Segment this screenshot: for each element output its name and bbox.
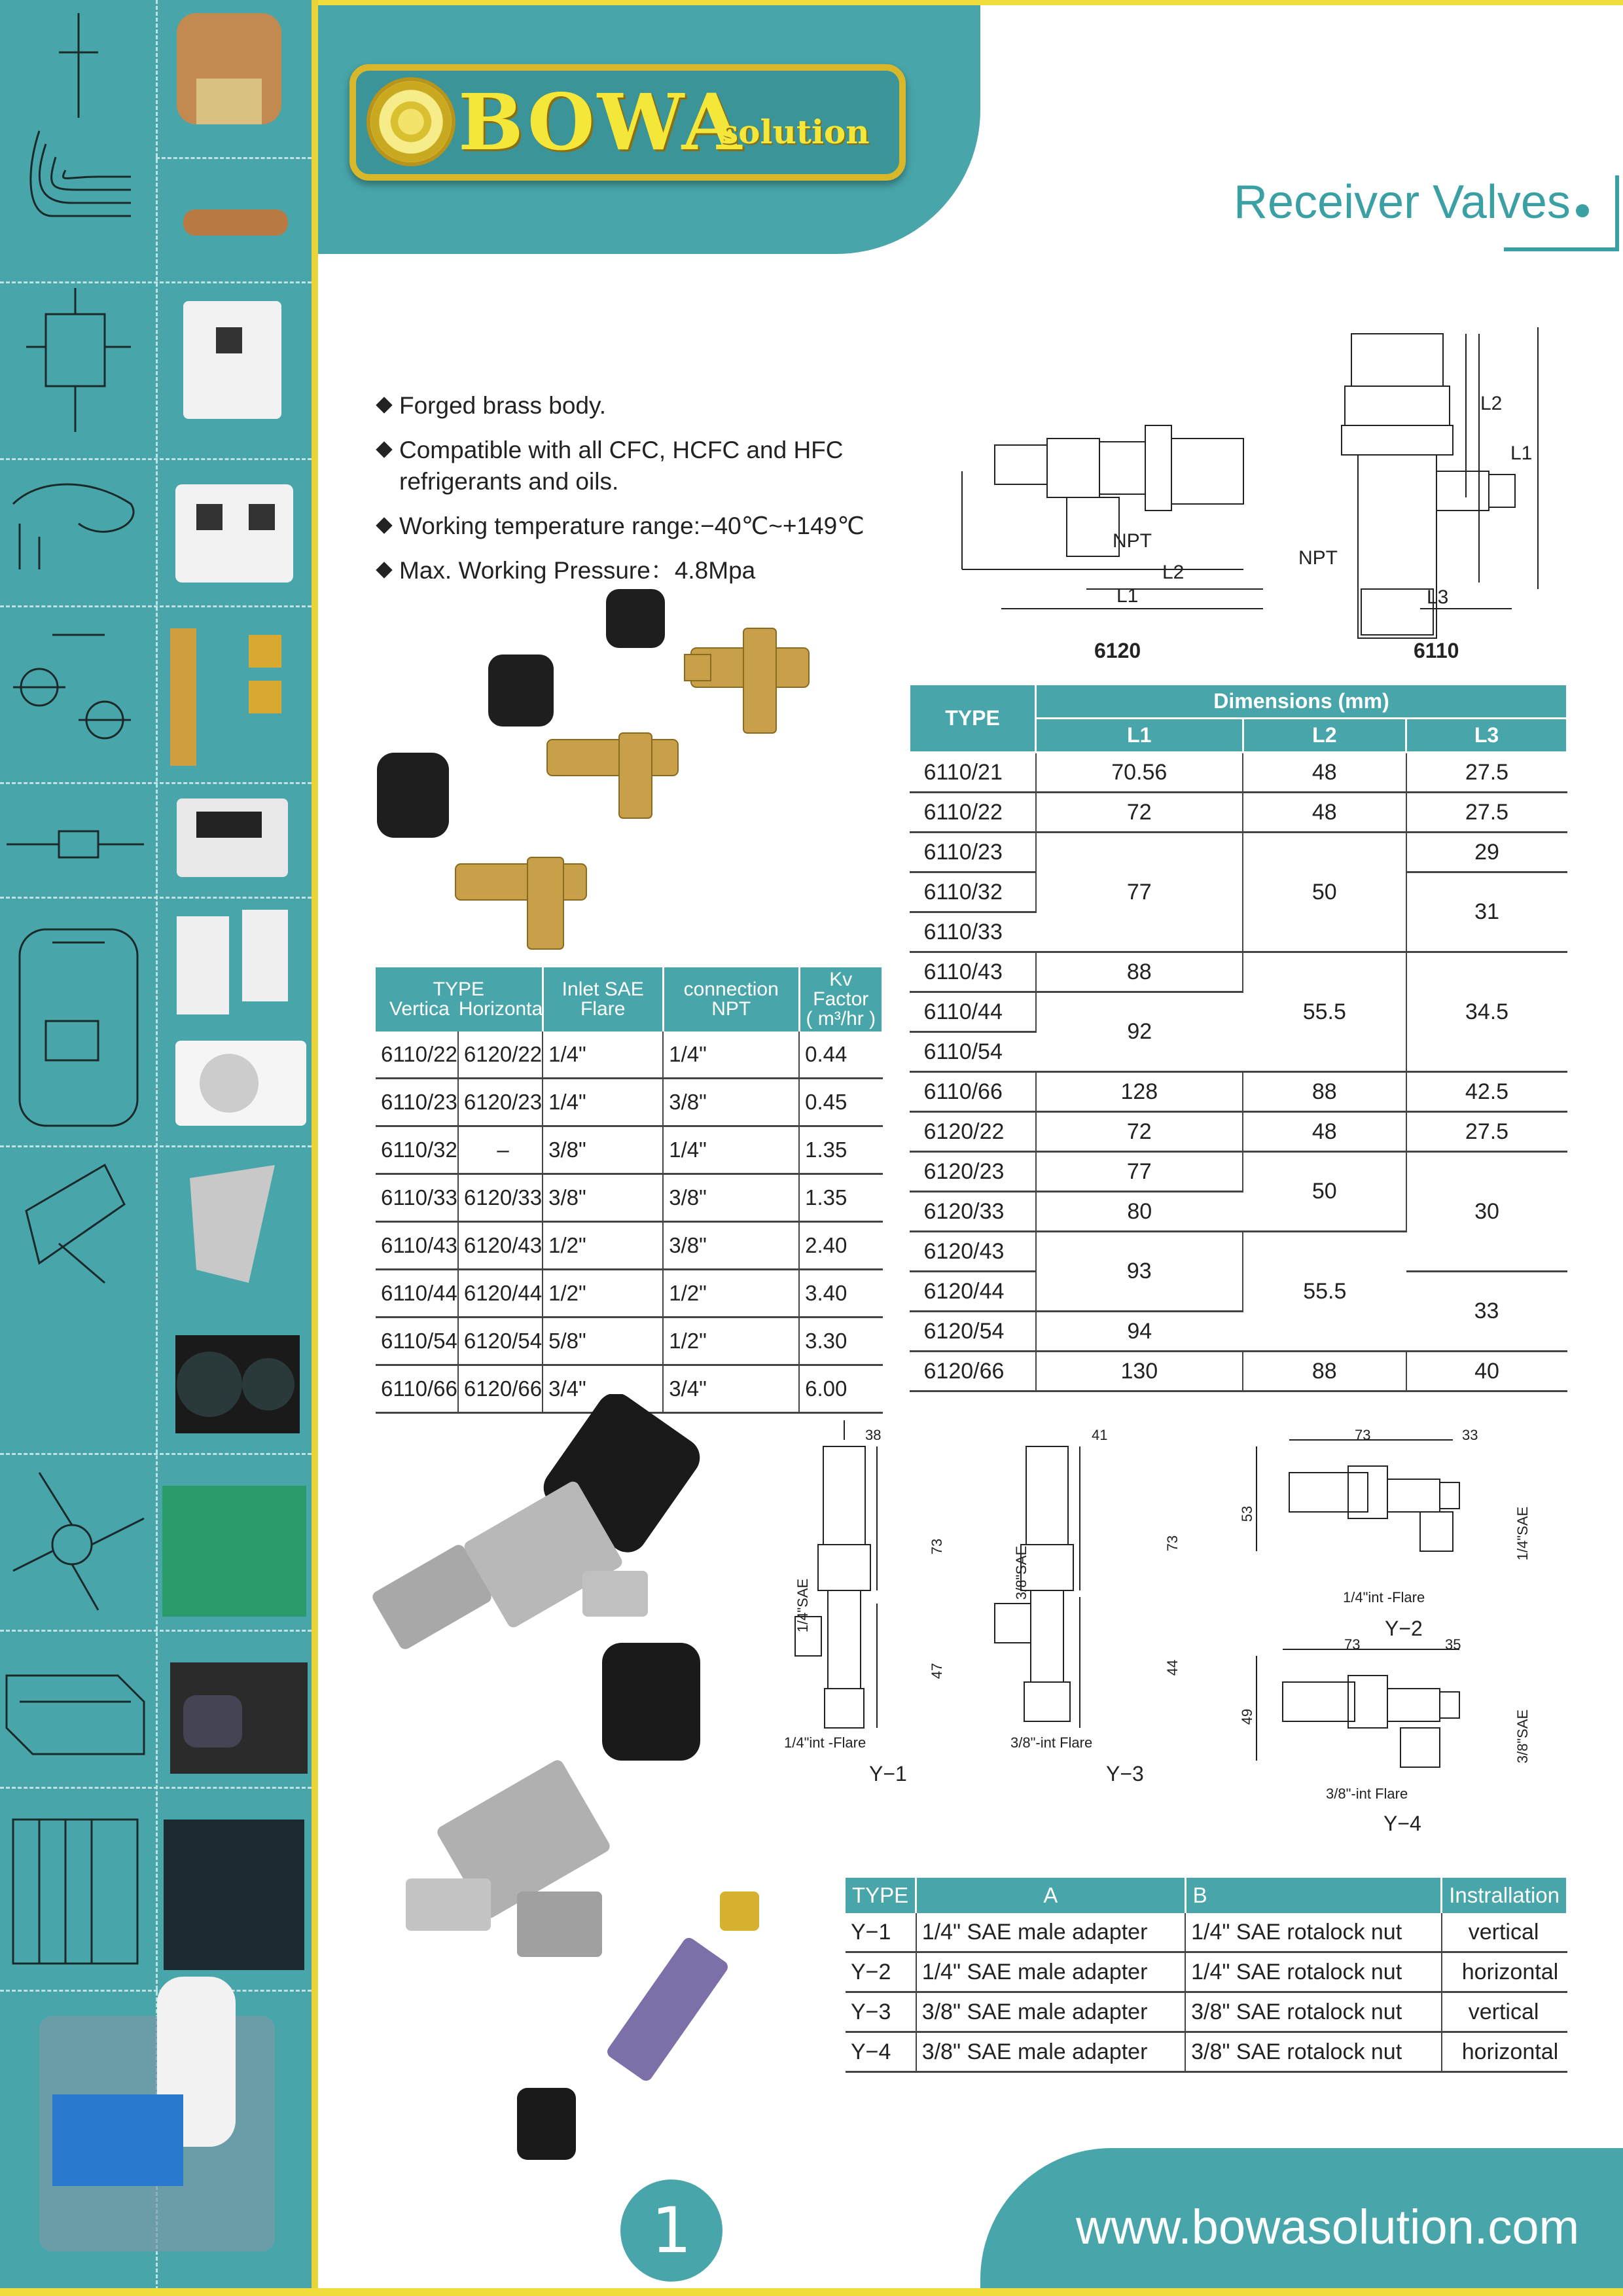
y2-label: Y−2 [1385,1617,1423,1640]
y1-width: 38 [865,1427,882,1443]
y4-label: Y−4 [1383,1812,1421,1835]
page-title: Receiver Valves [1234,176,1571,228]
table-header: L3 [1406,719,1567,753]
table-row: 6120/66 130 88 40 [910,1352,1567,1391]
connection-table [376,967,883,1414]
y2-width-main: 73 [1355,1427,1371,1443]
y1-height-bottom: 47 [929,1662,946,1679]
y3-height-top: 73 [1164,1535,1181,1552]
table-row: 6110/66 128 88 42.5 [910,1072,1567,1112]
table-header: Kv Factor ( m³/hr ) [799,967,882,1031]
table-row: 6120/54 94 [910,1312,1567,1352]
valve-product-photo [364,583,887,962]
diamond-icon [376,397,392,413]
y3-sae: 3/8"SAE [1013,1545,1030,1600]
l1-label: L1 [1510,442,1533,464]
y3-flare: 3/8"-int Flare [1010,1734,1093,1751]
l3-label: L3 [1427,586,1449,608]
adapter-table [846,1878,1568,2073]
table-row: 6110/66 6120/66 3/4" 3/4" 6.00 [376,1365,883,1413]
l2-label: L2 [1480,393,1503,414]
y2-sae: 1/4"SAE [1514,1506,1531,1561]
table-row: 6110/44 6120/44 1/2" 1/2" 3.40 [376,1270,883,1318]
logo-sub-text: solution [720,113,870,151]
feature-item: Working temperature range:−40℃~+149℃ [378,511,941,542]
table-row: 6110/54 [910,1032,1567,1072]
y4-sae: 3/8"SAE [1514,1709,1531,1764]
table-header: Instrallation [1442,1878,1567,1913]
npt-label: NPT [1113,530,1152,552]
y2-width-side: 33 [1462,1427,1478,1443]
table-row: Y−4 3/8" SAE male adapter 3/8" SAE rotalock nut horizontal [846,2032,1567,2072]
table-row: 6110/23 77 50 29 [910,833,1567,872]
table-row: Y−3 3/8" SAE male adapter 3/8" SAE rotalock nut vertical [846,1992,1567,2032]
feature-item: Max. Working Pressure：4.8Mpa [378,555,941,586]
feature-list [378,390,941,600]
y1-flare: 1/4"int -Flare [784,1734,866,1751]
y1-height-top: 73 [929,1538,946,1555]
table-header: Dimensions (mm) [1036,685,1567,719]
adapter-product-photo [366,1394,838,2179]
logo-ring-icon [366,77,455,166]
dimension-table [908,683,1568,1392]
l1-label: L1 [1116,585,1139,607]
table-row: 6120/33 80 [910,1192,1567,1232]
table-row: 6120/43 93 55.5 [910,1232,1567,1272]
drawing-caption-6120: 6120 [1094,639,1141,662]
table-row: 6110/23 6120/23 1/4" 3/8" 0.45 [376,1079,883,1126]
y4-width-main: 73 [1344,1636,1361,1653]
table-row: 6110/33 [910,912,1567,952]
table-row: 6110/54 6120/54 5/8" 1/2" 3.30 [376,1318,883,1365]
dimension-drawings [949,321,1577,674]
table-header: TYPE [846,1878,916,1913]
table-row: 6110/22 6120/22 1/4" 1/4" 0.44 [376,1031,883,1079]
table-row: 6120/22 72 48 27.5 [910,1112,1567,1152]
table-header: Inlet SAE Flare [543,967,663,1031]
y1-sae: 1/4"SAE [794,1578,812,1633]
npt-label: NPT [1298,547,1338,569]
table-header: L2 [1243,719,1406,753]
table-row: 6110/21 70.56 48 27.5 [910,753,1567,793]
diamond-icon [376,441,392,457]
table-row: 6110/32 31 [910,872,1567,912]
diamond-icon [376,517,392,533]
y2-height: 53 [1239,1505,1256,1522]
table-header: TYPE [910,685,1036,753]
diamond-icon [376,562,392,578]
table-header: TYPE Vertica Horizonta [376,967,543,1031]
y4-width-side: 35 [1445,1636,1461,1653]
bottom-border [0,2288,1623,2296]
drawing-caption-6110: 6110 [1414,639,1459,662]
l2-label: L2 [1162,562,1185,583]
table-row: 6120/44 33 [910,1272,1567,1312]
page-number: 1 [620,2179,722,2282]
feature-item: Forged brass body. [378,390,941,422]
y4-height: 49 [1239,1708,1256,1725]
table-row: 6110/33 6120/33 3/8" 3/8" 1.35 [376,1174,883,1222]
table-header: L1 [1036,719,1243,753]
logo-main-text: BOWA [458,77,745,168]
y3-height-bottom: 44 [1164,1659,1181,1676]
table-row: 6110/22 72 48 27.5 [910,793,1567,833]
table-header: B [1185,1878,1442,1913]
y4-flare: 3/8"-int Flare [1326,1785,1408,1802]
sidebar-illustrations [0,0,312,2291]
y3-label: Y−3 [1106,1762,1144,1785]
feature-item: Compatible with all CFC, HCFC and HFC refrigerants and oils. [378,435,941,497]
title-bracket [1504,175,1619,251]
y2-flare: 1/4"int -Flare [1343,1589,1425,1605]
y1-label: Y−1 [869,1762,907,1785]
table-row: Y−2 1/4" SAE male adapter 1/4" SAE rotalock nut horizontal [846,1952,1567,1992]
table-row: 6110/43 88 55.5 34.5 [910,952,1567,992]
table-header: connection NPT [663,967,799,1031]
sidebar-edge [312,0,318,2296]
table-row: 6120/23 77 50 30 [910,1152,1567,1192]
table-header: A [916,1878,1185,1913]
table-row: 6110/44 92 [910,992,1567,1032]
y3-width: 41 [1092,1427,1108,1443]
table-row: 6110/43 6120/43 1/2" 3/8" 2.40 [376,1222,883,1270]
table-row: 6110/32 – 3/8" 1/4" 1.35 [376,1126,883,1174]
website-link[interactable]: www.bowasolution.com [1076,2200,1580,2254]
table-row: Y−1 1/4" SAE male adapter 1/4" SAE rotalock nut vertical [846,1913,1567,1952]
